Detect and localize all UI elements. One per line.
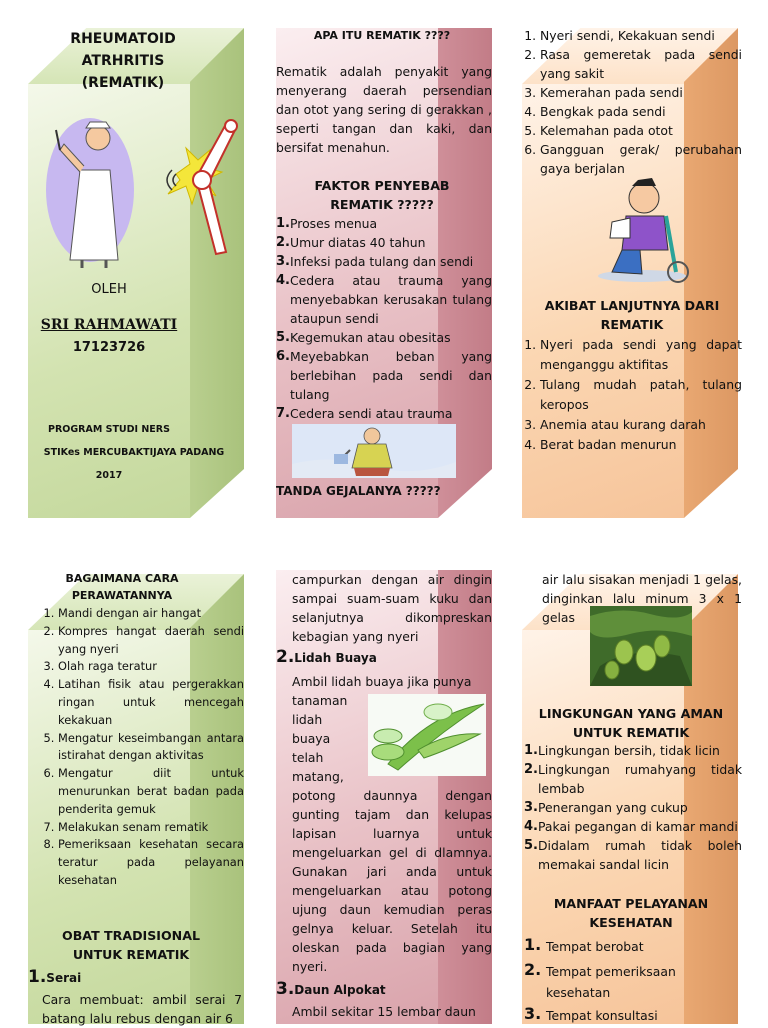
panel-symptoms (512, 0, 768, 530)
list-item: 1. Mandi dengan air hangat (58, 605, 244, 623)
list-item: 6. Meyebabkan beban yang berlebihan pada sendi dan tulang (276, 349, 492, 402)
definition-text: Rematik adalah penyakit yang menyerang daerah persendian dan otot yang sering di gerakkan , seperti tangan dan kaki, dan bersifat menahun. (276, 64, 492, 155)
remedy-1-continued: campurkan dengan air dingin sampai suam-suam kuku dan selanjutnya dikompreskan kebagian yang nyeri (292, 572, 492, 644)
list-item: 4. Bengkak pada sendi (540, 102, 742, 121)
list-item: 1. Proses menua (276, 216, 378, 231)
heading-health-service-benefits: MANFAAT PELAYANAN KESEHATAN (553, 896, 709, 930)
author-name: SRI RAHMAWATI (40, 317, 178, 333)
list-item: 2. Lingkungan rumahyang tidak lembab (524, 762, 742, 796)
list-item: 5. Mengatur keseimbangan antara istirahat dengan aktivitas (58, 730, 244, 766)
heading-what-is: APA ITU REMATIK ???? (313, 29, 451, 42)
institution-name: STIKes MERCUBAKTIJAYA PADANG (43, 447, 225, 458)
list-item: 4. Latihan fisik atau pergerakkan ringan untuk mencegah kekakuan (58, 676, 244, 729)
panel-definition (256, 0, 512, 530)
injured-man-illustration (582, 176, 692, 286)
heading-care: BAGAIMANA CARA PERAWATANNYA (65, 572, 179, 602)
list-item: 3. Tempat konsultasi (524, 1004, 658, 1023)
heading-causes: FAKTOR PENYEBAB REMATIK ????? (314, 178, 450, 212)
remedy-2-title: 2.Lidah Buaya (276, 647, 377, 667)
list-item: 6. Gangguan gerak/ perubahan gaya berjalan (540, 140, 742, 178)
remedy-3-title: 3.Daun Alpokat (276, 979, 386, 999)
list-item: 5. Kegemukan atau obesitas (276, 330, 451, 345)
list-item: 3. Olah raga teratur (58, 658, 244, 676)
list-item: 5. Didalam rumah tidak boleh memakai sandal licin (524, 838, 742, 872)
list-item: 7. Cedera sendi atau trauma (276, 406, 453, 421)
list-item: 2. Rasa gemeretak pada sendi yang sakit (540, 45, 742, 83)
heading-effects: AKIBAT LANJUTNYA DARI REMATIK (544, 298, 720, 332)
list-item: 4. Pakai pegangan di kamar mandi (524, 819, 738, 834)
remedy-1-text: Cara membuat: ambil serai 7 batang lalu rebus dengan air 6 (42, 992, 242, 1026)
list-item: 3. Infeksi pada tulang dan sendi (276, 254, 474, 269)
remedy-1-ending: air lalu sisakan menjadi 1 gelas, dinginkan lalu minum 3 x 1 gelas (542, 572, 742, 625)
list-item: 6. Mengatur diit untuk menurunkan berat badan pada penderita gemuk (58, 765, 244, 818)
list-item: 1. Nyeri pada sendi yang dapat menganggu aktifitas (540, 335, 742, 375)
avocado-photo (590, 606, 692, 686)
list-item: 4. Cedera atau trauma yang menyebabkan kerusakan tulang ataupun sendi (276, 273, 492, 326)
heading-safe-environment: LINGKUNGAN YANG AMAN UNTUK REMATIK (538, 706, 724, 740)
painful-joint-icon (146, 114, 242, 264)
remedy-2-intro: Ambil lidah buaya jika punya (292, 674, 472, 689)
list-item: 3. Penerangan yang cukup (524, 800, 688, 815)
list-item: 2. Kompres hangat daerah sendi yang nyeri (58, 623, 244, 659)
panel-environment (512, 560, 768, 1024)
care-list (38, 605, 244, 890)
list-item: 8. Pemeriksaan kesehatan secara teratur pada pelayanan kesehatan (58, 836, 244, 889)
remedy-1-title: 1.Serai (28, 967, 82, 987)
by-label: OLEH (91, 282, 127, 297)
nurse-illustration (40, 110, 140, 270)
list-item: 1. Lingkungan bersih, tidak licin (524, 743, 720, 758)
panel-care (0, 560, 256, 1024)
heading-symptoms: TANDA GEJALANYA ????? (276, 484, 441, 498)
remedy-2-short-lines: tanaman lidah buaya telah matang, (292, 693, 348, 784)
effects-list (524, 335, 742, 455)
list-item: 3. Anemia atau kurang darah (540, 415, 742, 435)
cover-title: RHEUMATOID ATRHRITIS (REMATIK) (70, 31, 176, 91)
panel-remedies (256, 560, 512, 1024)
elderly-person-illustration (292, 424, 456, 478)
program-name: PROGRAM STUDI NERS (48, 424, 170, 435)
benefits-list (524, 936, 742, 1026)
panel-cover (0, 0, 256, 530)
list-item: 1. Tempat berobat (524, 935, 644, 954)
causes-list (276, 214, 492, 423)
symptoms-list (524, 26, 742, 178)
heading-traditional-medicine: OBAT TRADISIONAL UNTUK REMATIK (62, 928, 200, 962)
environment-list (524, 741, 742, 874)
list-item: 3. Kemerahan pada sendi (540, 83, 742, 102)
student-id: 17123726 (72, 340, 146, 355)
remedy-3-text: Ambil sekitar 15 lembar daun (292, 1004, 476, 1019)
aloe-vera-photo (368, 694, 486, 776)
list-item: 2. Tulang mudah patah, tulang keropos (540, 375, 742, 415)
list-item: 2. Tempat pemeriksaan kesehatan (524, 960, 676, 1000)
list-item: 1. Nyeri sendi, Kekakuan sendi (540, 26, 742, 45)
list-item: 4. Berat badan menurun (540, 435, 742, 455)
list-item: 7. Melakukan senam rematik (58, 819, 244, 837)
year: 2017 (95, 470, 123, 481)
list-item: 5. Kelemahan pada otot (540, 121, 742, 140)
remedy-2-text: potong daunnya dengan gunting tajam dan kelupas lapisan luarnya untuk mengeluarkan gel di dlamnya. Gunakan jari anda untuk mengeluarkan atau potong ujung daun kemudian peras gelnya keluar. Setelah itu oleskan pada bagian yang nyeri. (292, 788, 492, 974)
list-item: 2. Umur diatas 40 tahun (276, 235, 426, 250)
